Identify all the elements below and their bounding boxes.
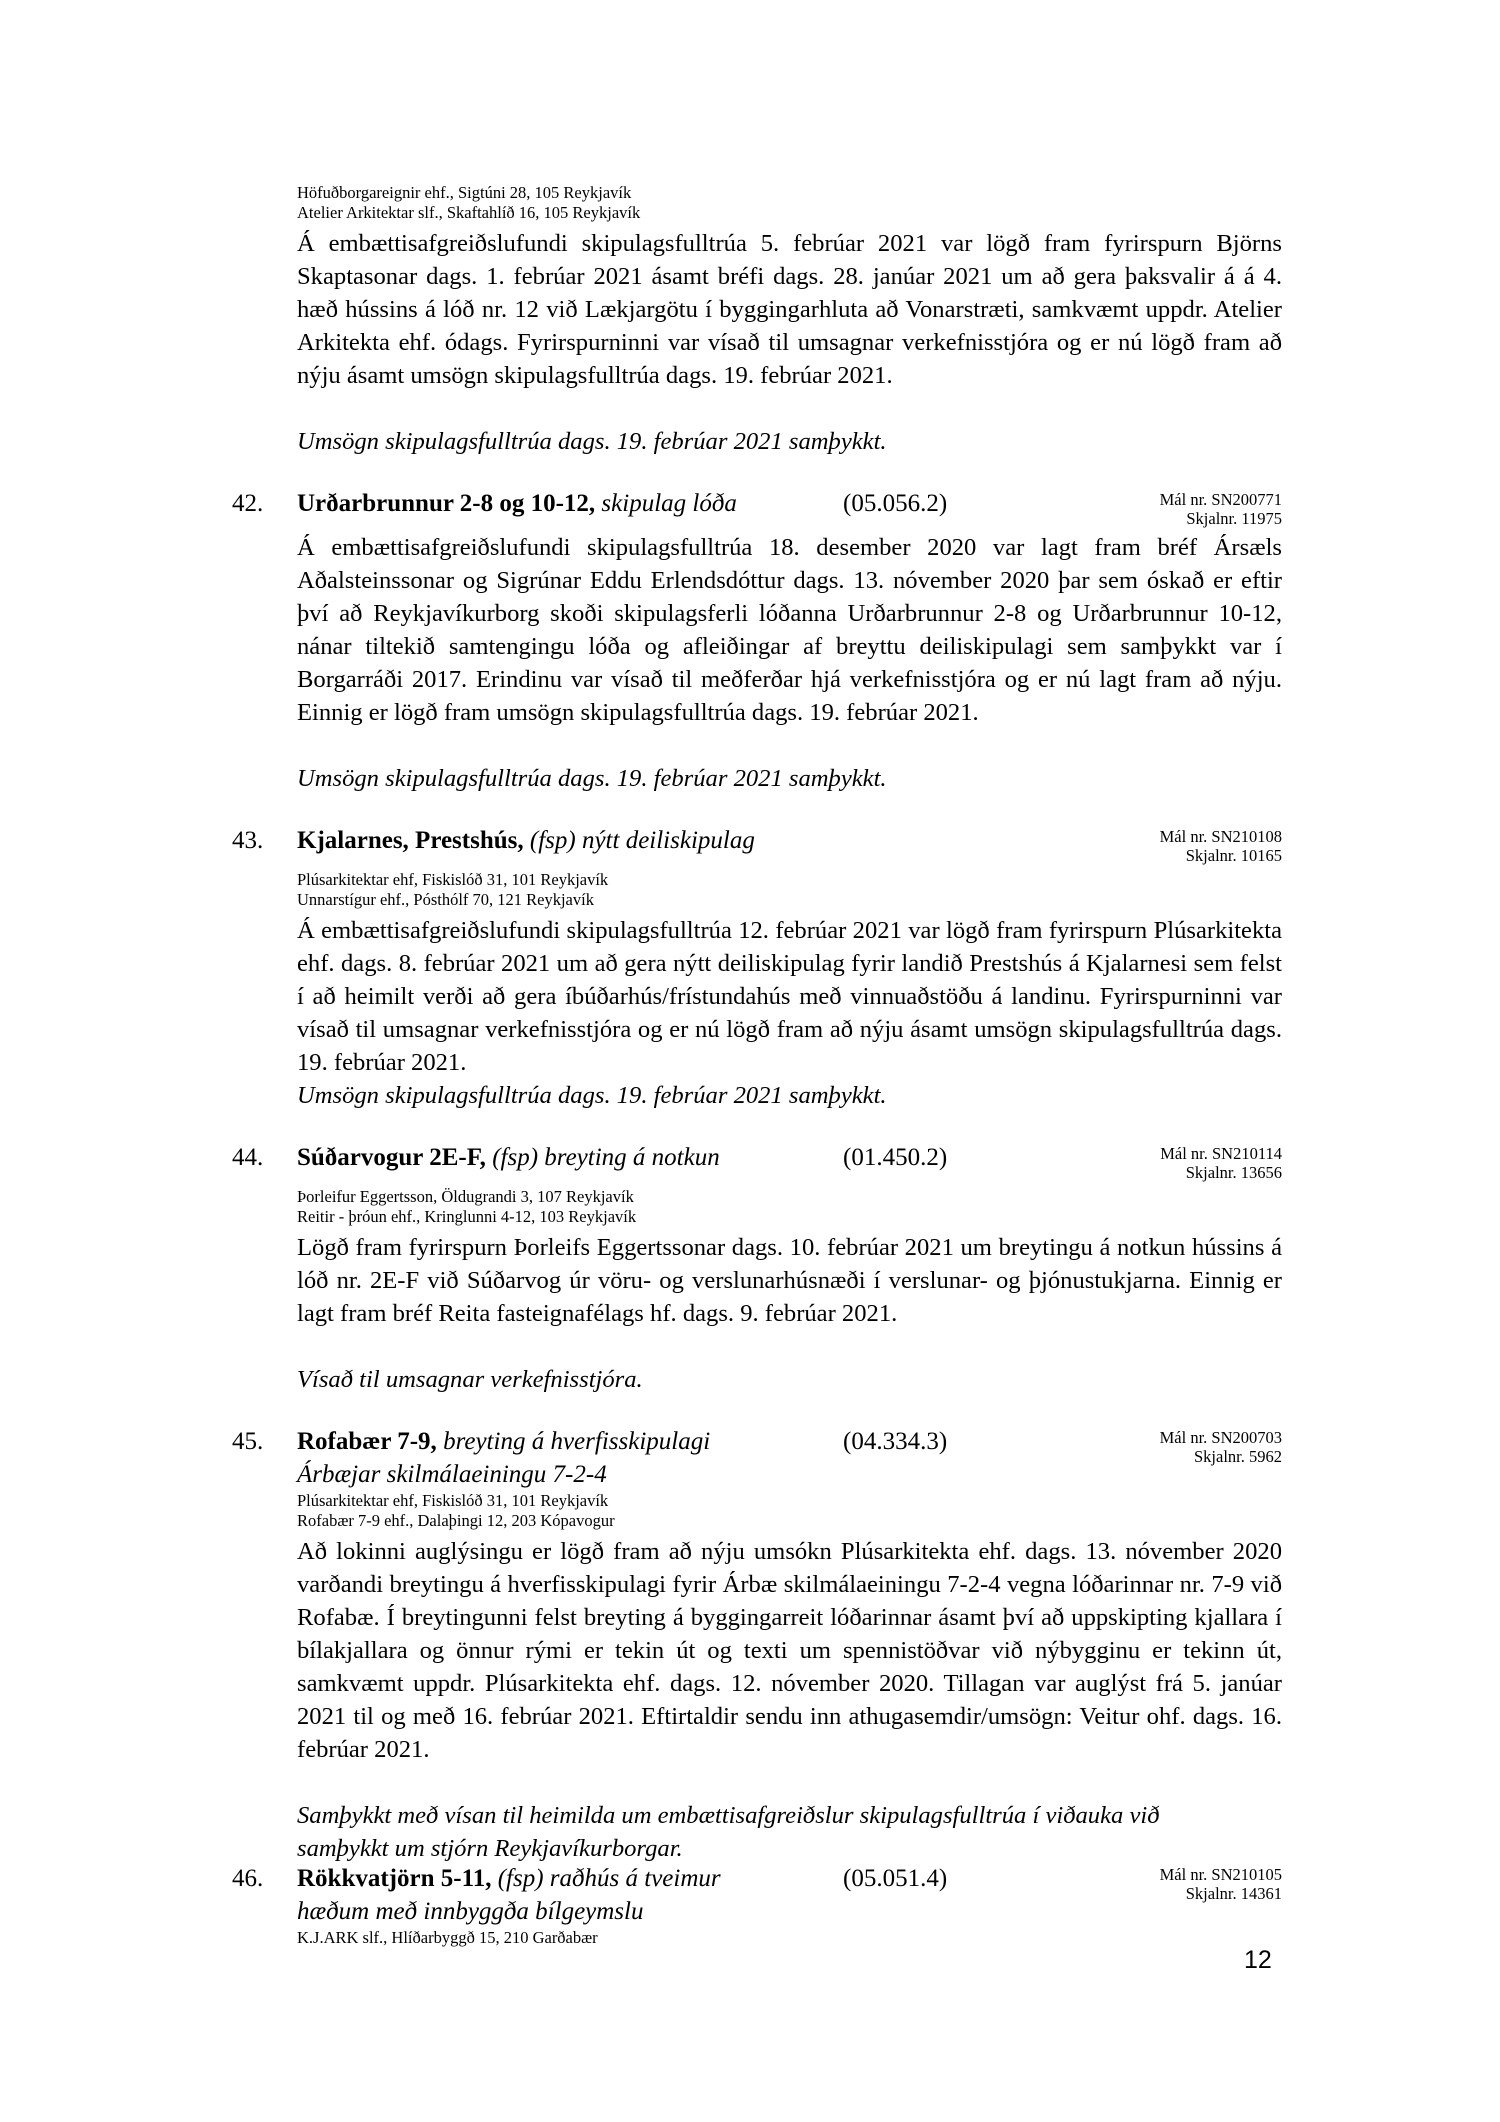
item-decision: samþykkt um stjórn Reykjavíkurborgar. bbox=[297, 1835, 683, 1862]
case-reference bbox=[1160, 490, 1282, 528]
item-body: Á embættisafgreiðslufundi skipulagsfulltrúa 5. febrúar 2021 var lögð fram fyrirspurn Björns Skaptasonar dags. 1. febrúar 2021 ásamt bréfi dags. 28. janúar 2021 um að gera þaksvalir á á 4. hæð hússins á lóð nr. 12 við Lækjargötu í byggingarhluta að Vonarstræti, samkvæmt uppdr. Atelier Arkitekta ehf. ódags. Fyrirspurninni var vísað til umsagnar verkefnisstjóra og er nú lögð fram að nýju ásamt umsögn skipulagsfulltrúa dags. 19. febrúar 2021. bbox=[297, 230, 1282, 389]
applicant-line: Unnarstígur ehf., Pósthólf 70, 121 Reykjavík bbox=[297, 890, 594, 909]
item-title-italic: (fsp) raðhús á tveimur bbox=[497, 1865, 721, 1892]
document-number: Skjalnr. 13656 bbox=[1185, 1163, 1282, 1182]
item-decision: Samþykkt með vísan til heimilda um embættisafgreiðslur skipulagsfulltrúa í viðauka við bbox=[297, 1802, 1160, 1829]
item-decision: Umsögn skipulagsfulltrúa dags. 19. febrúar 2021 samþykkt. bbox=[297, 1082, 887, 1109]
applicant-line: Plúsarkitektar ehf, Fiskislóð 31, 101 Reykjavík bbox=[297, 1491, 609, 1510]
applicant-line: Atelier Arkitektar slf., Skaftahlíð 16, 105 Reykjavík bbox=[297, 203, 641, 222]
item-number: 44. bbox=[232, 1144, 264, 1171]
item-code: (01.450.2) bbox=[843, 1144, 948, 1171]
item-title-bold: Rofabær 7-9, bbox=[297, 1428, 437, 1455]
item-title-bold: Súðarvogur 2E-F, bbox=[297, 1144, 486, 1171]
document-number: Skjalnr. 11975 bbox=[1186, 509, 1282, 528]
applicant-line: Rofabær 7-9 ehf., Dalaþingi 12, 203 Kópavogur bbox=[297, 1511, 615, 1530]
case-reference bbox=[1160, 1144, 1282, 1182]
document-number: Skjalnr. 14361 bbox=[1185, 1884, 1282, 1903]
item-title-italic: (fsp) nýtt deiliskipulag bbox=[529, 827, 755, 854]
document-number: Skjalnr. 10165 bbox=[1185, 846, 1282, 865]
item-number: 46. bbox=[232, 1865, 264, 1892]
item-code: (04.334.3) bbox=[843, 1428, 948, 1455]
item-body: Á embættisafgreiðslufundi skipulagsfulltrúa 12. febrúar 2021 var lögð fram fyrirspurn Plúsarkitekta ehf. dags. 8. febrúar 2021 um að gera nýtt deiliskipulag fyrir landið Prestshús á Kjalarnesi sem felst í að heimilt verði að gera íbúðarhús/frístundahús með vinnuaðstöðu á landinu. Fyrirspurninni var vísað til umsagnar verkefnisstjóra og er nú lögð fram að nýju ásamt umsögn skipulagsfulltrúa dags. 19. febrúar 2021. bbox=[297, 917, 1282, 1076]
item-title-italic: skipulag lóða bbox=[601, 490, 737, 517]
item-title-italic: breyting á hverfisskipulagi bbox=[443, 1428, 711, 1455]
case-reference bbox=[1160, 1428, 1282, 1466]
item-title-bold: Rökkvatjörn 5-11, bbox=[297, 1865, 492, 1892]
item-title bbox=[297, 487, 737, 520]
item-number: 45. bbox=[232, 1428, 264, 1455]
item-code: (05.051.4) bbox=[843, 1865, 948, 1892]
item-number: 43. bbox=[232, 827, 264, 854]
case-reference bbox=[1160, 827, 1282, 865]
applicant-line: Þorleifur Eggertsson, Öldugrandi 3, 107 Reykjavík bbox=[297, 1187, 634, 1206]
item-decision: Umsögn skipulagsfulltrúa dags. 19. febrúar 2021 samþykkt. bbox=[297, 765, 887, 792]
case-number: Mál nr. SN210108 bbox=[1159, 827, 1282, 846]
item-number: 42. bbox=[232, 490, 264, 517]
item-decision: Umsögn skipulagsfulltrúa dags. 19. febrúar 2021 samþykkt. bbox=[297, 428, 887, 455]
item-title bbox=[297, 1141, 720, 1174]
item-title bbox=[297, 1425, 710, 1458]
case-reference bbox=[1160, 1865, 1282, 1903]
item-body: Að lokinni auglýsingu er lögð fram að nýju umsókn Plúsarkitekta ehf. dags. 13. nóvember 2020 varðandi breytingu á hverfisskipulagi fyrir Árbæ skilmálaeiningu 7-2-4 vegna lóðarinnar nr. 7-9 við Rofabæ. Í breytingunni felst breyting á byggingarreit lóðarinnar ásamt því að uppskipting kjallara í bílakjallara og önnur rými er tekin út og texti um spennistöðvar við nýbygginu er tekinn út, samkvæmt uppdr. Plúsarkitekta ehf. dags. 12. nóvember 2020. Tillagan var auglýst frá 5. janúar 2021 til og með 16. febrúar 2021. Eftirtaldir sendu inn athugasemdir/umsögn: Veitur ohf. dags. 16. febrúar 2021. bbox=[297, 1538, 1282, 1763]
document-number: Skjalnr. 5962 bbox=[1193, 1447, 1282, 1466]
item-title-continuation: hæðum með innbyggða bílgeymslu bbox=[297, 1898, 644, 1925]
item-body: Lögð fram fyrirspurn Þorleifs Eggertssonar dags. 10. febrúar 2021 um breytingu á notkun hússins á lóð nr. 2E-F við Súðarvog úr vöru- og verslunarhúsnæði í verslunar- og þjónustukjarna. Einnig er lagt fram bréf Reita fasteignafélags hf. dags. 9. febrúar 2021. bbox=[297, 1234, 1282, 1327]
item-title bbox=[297, 824, 755, 857]
case-number: Mál nr. SN200703 bbox=[1159, 1428, 1282, 1447]
applicant-line: Plúsarkitektar ehf, Fiskislóð 31, 101 Reykjavík bbox=[297, 870, 609, 889]
item-title-italic: (fsp) breyting á notkun bbox=[492, 1144, 720, 1171]
item-title bbox=[297, 1862, 721, 1895]
page-number: 12 bbox=[1244, 1946, 1272, 1974]
case-number: Mál nr. SN200771 bbox=[1159, 490, 1282, 509]
applicant-line: Höfuðborgareignir ehf., Sigtúni 28, 105 Reykjavík bbox=[297, 183, 632, 202]
applicant-line: K.J.ARK slf., Hlíðarbyggð 15, 210 Garðabær bbox=[297, 1928, 598, 1947]
item-body: Á embættisafgreiðslufundi skipulagsfulltrúa 18. desember 2020 var lagt fram bréf Ársæls Aðalsteinssonar og Sigrúnar Eddu Erlendsdóttur dags. 13. nóvember 2020 þar sem óskað er eftir því að Reykjavíkurborg skoði skipulagsferli lóðanna Urðarbrunnur 2-8 og Urðarbrunnur 10-12, nánar tiltekið samtengingu lóða og afleiðingar af breyttu deiliskipulagi sem samþykkt var í Borgarráði 2017. Erindinu var vísað til meðferðar hjá verkefnisstjóra og er nú lagt fram að nýju. Einnig er lögð fram umsögn skipulagsfulltrúa dags. 19. febrúar 2021. bbox=[297, 534, 1282, 726]
item-code: (05.056.2) bbox=[843, 490, 948, 517]
applicant-line: Reitir - þróun ehf., Kringlunni 4-12, 103 Reykjavík bbox=[297, 1207, 637, 1226]
item-title-bold: Kjalarnes, Prestshús, bbox=[297, 827, 524, 854]
item-title-continuation: Árbæjar skilmálaeiningu 7-2-4 bbox=[297, 1461, 607, 1488]
item-decision: Vísað til umsagnar verkefnisstjóra. bbox=[297, 1366, 643, 1393]
case-number: Mál nr. SN210105 bbox=[1159, 1865, 1282, 1884]
case-number: Mál nr. SN210114 bbox=[1160, 1144, 1282, 1163]
item-title-bold: Urðarbrunnur 2-8 og 10-12, bbox=[297, 490, 596, 517]
